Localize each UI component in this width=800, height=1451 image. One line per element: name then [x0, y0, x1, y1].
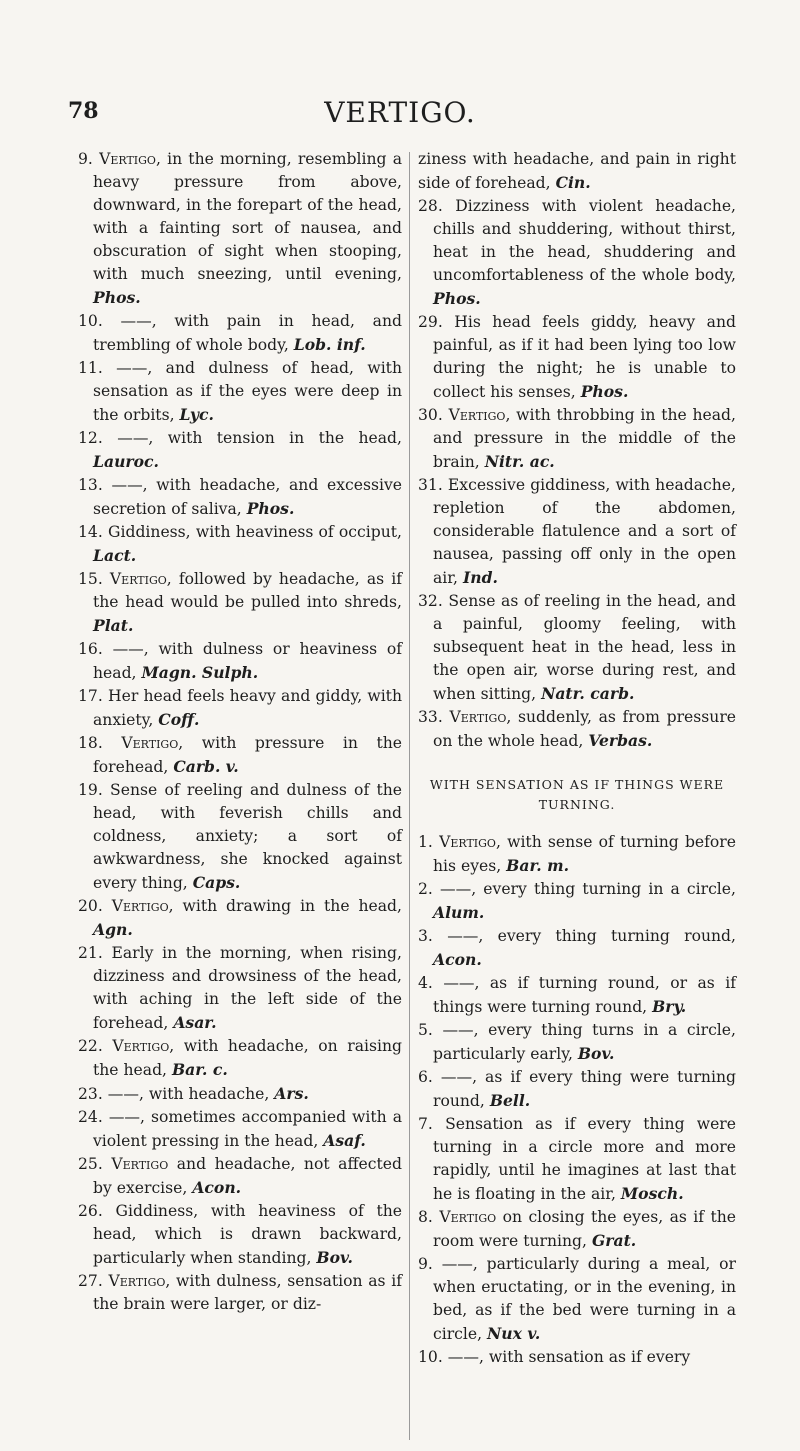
- entry-number: 23.: [78, 1085, 103, 1103]
- entry-text: ——, with dulness or heaviness of head,: [93, 640, 402, 682]
- entry: [78, 1106, 402, 1153]
- entry-text: ——, sometimes accompanied with a violent pressing in the head,: [93, 1108, 402, 1150]
- entry-lead-word: Vertigo: [111, 897, 169, 915]
- entry: [78, 310, 402, 357]
- entry-number: 3.: [418, 927, 433, 945]
- entry: [418, 1206, 736, 1253]
- entry: [418, 1346, 736, 1369]
- entry-text: , with sense of turning before his eyes,: [433, 833, 736, 875]
- entry: [78, 895, 402, 942]
- entry-number: 25.: [78, 1155, 103, 1173]
- entry-source: Natr. carb.: [541, 684, 635, 703]
- entry-lead-word: Vertigo: [109, 570, 167, 588]
- entry-source: Bov.: [316, 1248, 353, 1267]
- entry-number: 10.: [418, 1348, 443, 1366]
- entry-text: Sensation as if every thing were turning in a circle more and more rapidly, until he imagines at last that he is floating in the air,: [433, 1115, 736, 1203]
- entry-number: 20.: [78, 897, 103, 915]
- entry: [418, 474, 736, 590]
- entry-number: 22.: [78, 1037, 103, 1055]
- entry-source: Coff.: [158, 710, 200, 729]
- entry-lead-word: Vertigo: [112, 1037, 170, 1055]
- entry-text: , followed by headache, as if the head would be pulled into shreds,: [93, 570, 402, 611]
- entry-source: Phos.: [246, 499, 295, 518]
- entry-number: 8.: [418, 1208, 433, 1226]
- entry-number: 19.: [78, 781, 103, 799]
- entry-number: 15.: [78, 570, 103, 588]
- entry-text: ——, with headache, and excessive secretion of saliva,: [93, 476, 402, 518]
- entry-source: Bov.: [577, 1044, 615, 1063]
- entry-text: on closing the eyes, as if the room were turning,: [433, 1208, 736, 1250]
- entry-number: 1.: [418, 833, 433, 851]
- entry-source: Lob. inf.: [293, 335, 366, 354]
- section-heading: WITH SENSATION AS IF THINGS WERE TURNING.: [429, 777, 725, 812]
- entry: [78, 1082, 402, 1106]
- entry: [78, 685, 402, 732]
- entry-source: Grat.: [591, 1231, 637, 1250]
- entry-source: Lact.: [93, 546, 137, 565]
- entry-number: 16.: [78, 640, 103, 658]
- entry-source: Alum.: [433, 903, 485, 922]
- entry: [78, 779, 402, 895]
- entry: [418, 195, 736, 311]
- entry-source: Acon.: [192, 1178, 242, 1197]
- entry-lead-word: Vertigo: [439, 833, 496, 851]
- entry-source: Phos.: [580, 382, 629, 401]
- entry-number: 30.: [418, 406, 443, 424]
- entry: [418, 148, 736, 195]
- entry: [78, 732, 402, 779]
- entry: [418, 925, 736, 972]
- entry-source: Lyc.: [179, 405, 214, 424]
- entry-source: Magn. Sulph.: [141, 663, 259, 682]
- running-title: VERTIGO.: [324, 96, 476, 129]
- entry: [78, 638, 402, 685]
- entry-text: ——, every thing turning round,: [447, 927, 736, 945]
- entry-number: 17.: [78, 687, 103, 705]
- entry-source: Ind.: [462, 568, 498, 587]
- entry-lead-word: Vertigo: [99, 150, 156, 168]
- entry-number: 12.: [78, 429, 103, 447]
- entry: [78, 1153, 402, 1200]
- entry-text: , with throbbing in the head, and pressure in the middle of the brain,: [433, 406, 736, 471]
- entry-source: Carb. v.: [173, 757, 239, 776]
- entry-number: 11.: [78, 359, 103, 377]
- entry-source: Verbas.: [588, 731, 653, 750]
- entry-text: Giddiness, with heaviness of occiput,: [108, 523, 402, 541]
- entry: [418, 590, 736, 706]
- page-header: [0, 96, 800, 136]
- entry: [78, 427, 402, 474]
- entry-source: Bar. c.: [171, 1060, 228, 1079]
- entry-number: 29.: [418, 313, 443, 331]
- entry-number: 13.: [78, 476, 103, 494]
- page-number: 78: [68, 98, 99, 124]
- entry: [78, 1035, 402, 1082]
- entry-lead-word: Vertigo: [439, 1208, 497, 1226]
- entry-text: Sense as of reeling in the head, and a painful, gloomy feeling, with subsequent heat in the head, less in the open air, worse during rest, and when sitting,: [433, 592, 736, 703]
- entry: [418, 1066, 736, 1113]
- entry-source: Phos.: [93, 288, 141, 307]
- entry-lead-word: Vertigo: [449, 708, 507, 726]
- entry-source: Plat.: [93, 616, 134, 635]
- entry: [78, 1200, 402, 1270]
- entry-number: 2.: [418, 880, 433, 898]
- entry-number: 27.: [78, 1272, 103, 1290]
- entry: [418, 706, 736, 753]
- entry-number: 5.: [418, 1021, 433, 1039]
- entry-text: , suddenly, as from pressure on the whole head,: [433, 708, 737, 750]
- entry-text: and headache, not affected by exercise,: [93, 1155, 402, 1197]
- entry-source: Nitr. ac.: [484, 452, 555, 471]
- entry-text: His head feels giddy, heavy and painful, as if it had been lying too low during the night; he is unable to collect his senses,: [433, 313, 736, 401]
- entry-number: 7.: [418, 1115, 433, 1133]
- entry-source: Bell.: [489, 1091, 531, 1110]
- entry-source: Asar.: [173, 1013, 217, 1032]
- entry: [78, 521, 402, 568]
- entry-text: Sense of reeling and dulness of the head, with feverish chills and coldness, anxiety; a sort of awkwardness, she knocked against every thing,: [93, 781, 402, 892]
- entry-source: Acon.: [433, 950, 482, 969]
- entry-text: ——, and dulness of head, with sensation as if the eyes were deep in the orbits,: [93, 359, 402, 424]
- entry-text: ——, as if every thing were turning round,: [433, 1068, 736, 1110]
- entry-lead-word: Vertigo: [448, 406, 506, 424]
- entry: [78, 1270, 402, 1316]
- entry-text: ——, with tension in the head,: [117, 429, 402, 447]
- entry: [418, 878, 736, 925]
- entry-text: Early in the morning, when rising, dizziness and drowsiness of the head, with aching in the left side of the forehead,: [93, 944, 402, 1032]
- entry-text: ——, with sensation as if every: [447, 1348, 691, 1366]
- entry: [418, 311, 736, 404]
- entry-number: 14.: [78, 523, 103, 541]
- entry: [418, 1113, 736, 1206]
- entry-number: 4.: [418, 974, 433, 992]
- entry: [418, 1253, 736, 1346]
- column-divider: [409, 152, 410, 1440]
- entry-source: Cin.: [555, 173, 591, 192]
- entry-number: 24.: [78, 1108, 103, 1126]
- entry-source: Bar. m.: [506, 856, 570, 875]
- entry-source: Mosch.: [620, 1184, 684, 1203]
- entry-source: Nux v.: [487, 1324, 541, 1343]
- entry-source: Asaf.: [323, 1131, 366, 1150]
- entry-number: 31.: [418, 476, 443, 494]
- entry: [418, 972, 736, 1019]
- entry-source: Lauroc.: [93, 452, 159, 471]
- entry-number: 6.: [418, 1068, 433, 1086]
- entry-lead-word: Vertigo: [111, 1155, 169, 1173]
- entry-lead-word: Vertigo: [108, 1272, 166, 1290]
- entry-text: Dizziness with violent headache, chills and shuddering, without thirst, heat in the head, shuddering and uncomfortableness of the whole body,: [433, 197, 736, 284]
- entry-text: ——, every thing turning in a circle,: [440, 880, 736, 898]
- entry-text: ziness with headache, and pain in right side of forehead,: [418, 150, 736, 192]
- entry-text: ——, with headache,: [107, 1085, 275, 1103]
- entry: [78, 357, 402, 427]
- entry-number: 21.: [78, 944, 103, 962]
- left-column: [78, 148, 402, 1316]
- entry-source: Caps.: [192, 873, 241, 892]
- entry-text: ——, particularly during a meal, or when eructating, or in the evening, in bed, as if the bed were turning in a circle,: [433, 1255, 736, 1343]
- entry-number: 32.: [418, 592, 443, 610]
- entry: [78, 148, 402, 310]
- entry: [78, 942, 402, 1035]
- entry-text: ——, with pain in head, and trembling of whole body,: [93, 312, 402, 354]
- entry: [418, 404, 736, 474]
- entry-text: , with drawing in the head,: [168, 897, 402, 915]
- entry-text: Her head feels heavy and giddy, with anxiety,: [93, 687, 402, 729]
- entry: [78, 474, 402, 521]
- entry-text: , with dulness, sensation as if the brain were larger, or diz-: [93, 1272, 402, 1313]
- entry-text: , with headache, on raising the head,: [93, 1037, 402, 1079]
- entry-lead-word: Vertigo: [121, 734, 179, 752]
- turning-section-entries: [418, 831, 736, 1369]
- entry-text: , with pressure in the forehead,: [93, 734, 402, 776]
- entry-source: Agn.: [93, 920, 133, 939]
- entry: [418, 1019, 736, 1066]
- right-column-entries: [418, 148, 736, 753]
- right-column: [418, 148, 736, 1369]
- entry-number: 18.: [78, 734, 103, 752]
- entry-number: 28.: [418, 197, 443, 215]
- entry-text: Excessive giddiness, with headache, repletion of the abdomen, considerable flatulence and a sort of nausea, passing off only in the open air,: [433, 476, 736, 587]
- entry-number: 9.: [78, 150, 93, 168]
- entry-text: , in the morning, resembling a heavy pressure from above, downward, in the forepart of the head, with a fainting sort of nausea, and obscuration of sight when stooping, with much sneezing, until evening,: [93, 150, 402, 283]
- entry-source: Ars.: [274, 1084, 309, 1103]
- entry-number: 33.: [418, 708, 443, 726]
- entry-text: Giddiness, with heaviness of the head, which is drawn backward, particularly when standing,: [93, 1202, 402, 1267]
- entry-source: Phos.: [433, 289, 481, 308]
- entry: [418, 831, 736, 878]
- entry-text: ——, as if turning round, or as if things were turning round,: [433, 974, 736, 1016]
- entry-number: 10.: [78, 312, 103, 330]
- entry-text: ——, every thing turns in a circle, particularly early,: [433, 1021, 736, 1063]
- entry-number: 26.: [78, 1202, 103, 1220]
- entry-number: 9.: [418, 1255, 433, 1273]
- entry: [78, 568, 402, 638]
- entry-source: Bry.: [652, 997, 687, 1016]
